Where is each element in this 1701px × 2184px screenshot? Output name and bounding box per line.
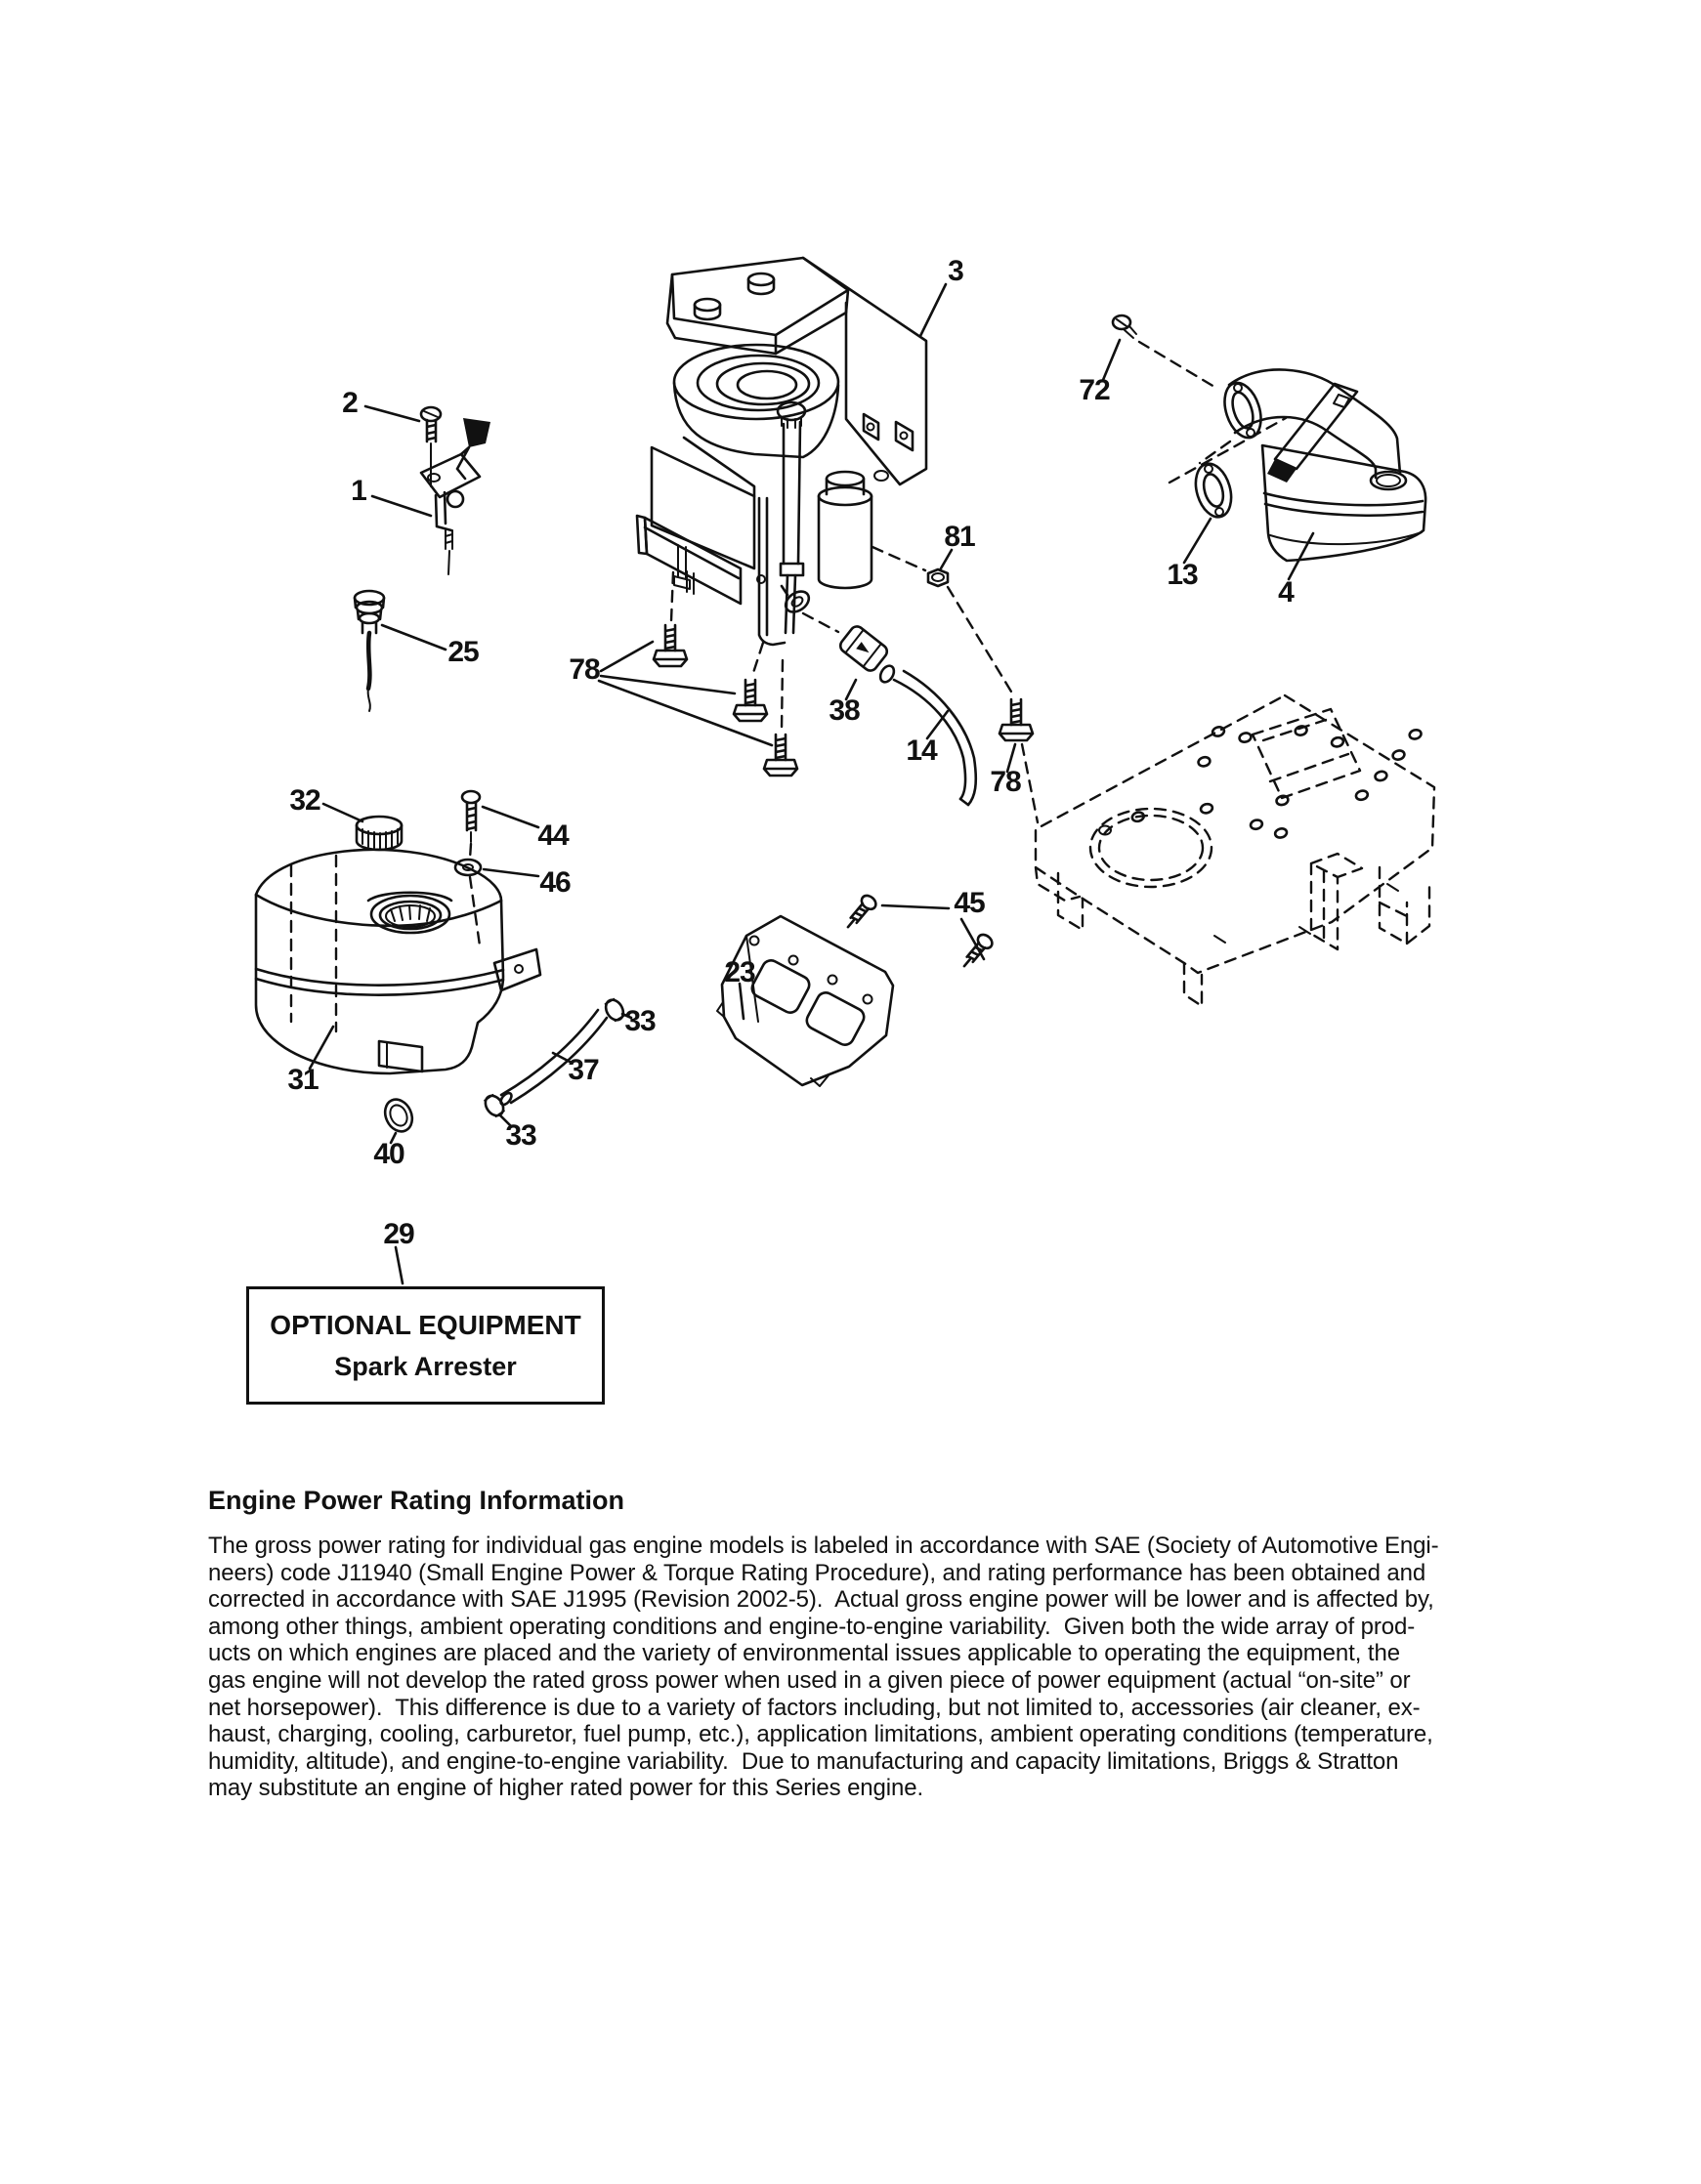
callout-13-leader (1184, 519, 1211, 563)
throttle-control-drawing (365, 406, 490, 574)
choke-cable-drawing (355, 591, 446, 711)
callout-4: 4 (1278, 576, 1294, 609)
callout-25-leader (382, 625, 446, 650)
nut-81-drawing (928, 550, 952, 586)
paragraph-line: net horsepower). This difference is due to a variety of factors including, but not limited to, accessories (air cleaner, ex- (208, 1694, 1421, 1721)
muffler-drawing (1103, 315, 1425, 579)
paragraph-line: among other things, ambient operating conditions and engine-to-engine variability. Given both the wide array of prod- (208, 1613, 1416, 1640)
callout-32-leader (323, 804, 362, 821)
callout-3: 3 (948, 255, 963, 287)
callout-14: 14 (906, 735, 937, 767)
callout-13: 13 (1167, 559, 1198, 591)
callout-1: 1 (351, 475, 366, 507)
callout-78: 78 (990, 766, 1021, 798)
callout-38: 38 (829, 694, 860, 727)
paragraph-line: haust, charging, cooling, carburetor, fuel pump, etc.), application limitations, ambient operating conditions (temperature, (208, 1721, 1433, 1748)
callout-29: 29 (383, 1218, 414, 1250)
callout-78: 78 (569, 653, 600, 686)
callout-25: 25 (447, 636, 479, 668)
callout-33: 33 (624, 1005, 656, 1037)
paragraph-line: humidity, altitude), and engine-to-engine variability. Due to manufacturing and capacity limitations, Briggs & Stratton (208, 1747, 1399, 1775)
callout-31-leader (310, 1027, 333, 1069)
optional-equipment-subtitle: Spark Arrester (334, 1351, 517, 1381)
callout-81: 81 (944, 521, 975, 553)
callout-33: 33 (505, 1119, 536, 1152)
callout-72: 72 (1079, 374, 1110, 406)
optional-equipment-box (246, 1286, 605, 1405)
paragraph-line: The gross power rating for individual gas engine models is labeled in accordance with SAE (Society of Automotive Engi- (208, 1533, 1439, 1559)
callout-1-leader (372, 496, 431, 516)
callout-2: 2 (342, 387, 358, 419)
paragraph-line: gas engine will not develop the rated gross power when used in a given piece of power equipment (actual “on-site” or (208, 1666, 1411, 1694)
optional-equipment-title: OPTIONAL EQUIPMENT (270, 1309, 581, 1340)
section-heading: Engine Power Rating Information (208, 1486, 625, 1515)
engine-drawing (637, 258, 946, 645)
callout-37: 37 (568, 1054, 599, 1086)
paragraph-line: neers) code J11940 (Small Engine Power & Torque Rating Procedure), and rating performance has been obtained and (208, 1559, 1426, 1586)
callout-44: 44 (537, 819, 569, 852)
callout-23: 23 (724, 956, 755, 988)
callout-32: 32 (289, 784, 320, 817)
callout-2-leader (365, 406, 419, 421)
callout-40: 40 (373, 1138, 404, 1170)
fuel-tank-drawing (256, 791, 540, 1073)
chassis-phantom-drawing (1036, 677, 1438, 1006)
callout-45: 45 (954, 887, 985, 919)
callout-46: 46 (539, 866, 571, 899)
callout-46-leader (484, 869, 538, 876)
callout-29-leader (396, 1247, 403, 1283)
section-paragraph (208, 1533, 1615, 1802)
paragraph-line: ucts on which engines are placed and the variety of environmental issues applicable to operating the equipment, the (208, 1640, 1400, 1667)
callout-3-leader (920, 284, 946, 336)
paragraph-line: may substitute an engine of higher rated power for this Series engine. (208, 1775, 924, 1802)
bolts-78-drawing (599, 625, 1033, 776)
paragraph-line: corrected in accordance with SAE J1995 (Revision 2002-5). Actual gross engine power will be lower and is affected by, (208, 1586, 1434, 1614)
heat-shield-drawing (717, 893, 995, 1086)
callout-31: 31 (287, 1064, 319, 1096)
callout-44-leader (483, 807, 538, 827)
